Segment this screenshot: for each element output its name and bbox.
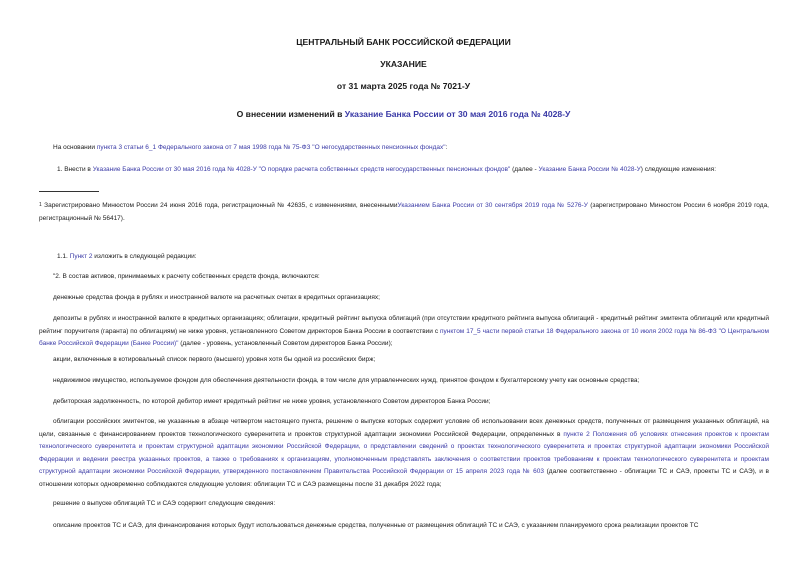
- p11-pre: 1.1.: [57, 253, 70, 260]
- footnote-pre: Зарегистрировано Минюстом России 24 июня 2016 года, регистрационный № 42635, с изменениями, внесенными: [41, 202, 398, 210]
- bonds-paragraph: [39, 416, 769, 492]
- description-paragraph: описание проектов ТС и САЭ, для финансирования которых будут использоваться денежные средства, полученные от размещения облигаций ТС и САЭ, с указанием планируемого срока реализации проектов ТС: [53, 522, 699, 529]
- basis-paragraph: [53, 142, 769, 155]
- subparagraph-1-1: [57, 251, 769, 264]
- quoted-item-2: "2. В состав активов, принимаемых к расчету собственных средств фонда, включаются:: [53, 273, 320, 280]
- bonds-link[interactable]: пункте 2 Положения об условиях отнесения проектов к проектам технологического суверенитета и проектам структурной адаптации экономики Российской Федерации, о представлении сведений о проектах технологического суверенитета и проектах структурной адаптации экономики Российской Федерации и ведении реестра указанных проектов, а также о требованиях к организациям, уполномоченным представлять заключения о соответствии проектов требованиям к проектам технологического суверенитета и проектам структурной адаптации экономики Российской Федерации, утвержденного постановлением Правительства Российской Федерации от 15 апреля 2023 года № 603: [39, 430, 769, 476]
- decision-paragraph: решение о выпуске облигаций ТС и САЭ содержит следующие сведения:: [53, 500, 276, 507]
- footnote: [39, 199, 769, 225]
- title-prefix: О внесении изменений в: [236, 109, 345, 119]
- header-doc-type: УКАЗАНИЕ: [380, 59, 427, 69]
- realty-paragraph: недвижимое имущество, используемое фондом для обеспечения деятельности фонда, в том числе для управленческих нужд, принятое фондом к бухгалтерскому учету как основные средства;: [53, 377, 640, 384]
- paragraph-1: [57, 164, 769, 177]
- money-paragraph: денежные средства фонда в рублях и иностранной валюте на расчетных счетах в кредитных организациях;: [53, 294, 380, 301]
- footnote-mark: 1: [39, 202, 42, 208]
- header-date-number: от 31 марта 2025 года № 7021-У: [336, 81, 471, 91]
- p1-pre: 1. Внести в: [57, 166, 93, 173]
- p11-link[interactable]: Пункт 2: [69, 253, 93, 260]
- p1-post: ) следующие изменения:: [640, 166, 716, 173]
- title-link[interactable]: Указание Банка России от 30 мая 2016 года № 4028-У: [344, 109, 571, 119]
- footnote-link[interactable]: Указанием Банка России от 30 сентября 2019 года № 5276-У: [397, 202, 588, 210]
- deposits-post: (далее - уровень, установленный Советом директоров Банка России);: [178, 340, 393, 348]
- p1-link-short[interactable]: Указание Банка России № 4028-У: [538, 166, 641, 173]
- bonds-post: (далее соответственно - облигации ТС и САЭ, проекты ТС и САЭ), и в отношении которых одновременно соблюдаются следующие условия: облигации ТС и САЭ размещены после 31 декабря 2022 года;: [39, 468, 770, 488]
- deposits-paragraph: [39, 313, 769, 351]
- footnote-separator: [39, 191, 99, 192]
- p11-post: изложить в следующей редакции:: [92, 253, 197, 260]
- p1-link-decree[interactable]: Указание Банка России от 30 мая 2016 года № 4028-У "О порядке расчета собственных средств негосударственных пенсионных фондов": [92, 166, 511, 173]
- p1-mid: (далее -: [510, 166, 539, 173]
- footnote-post: (зарегистрировано Минюстом России 6 ноября 2019 года, регистрационный № 56417).: [39, 202, 769, 222]
- debt-paragraph: дебиторская задолженность, по которой дебитор имеет кредитный рейтинг не ниже уровня, установленного Советом директоров Банка России;: [53, 398, 491, 405]
- header-org: ЦЕНТРАЛЬНЫЙ БАНК РОССИЙСКОЙ ФЕДЕРАЦИИ: [296, 37, 511, 47]
- basis-post: :: [445, 144, 448, 151]
- document-title: [0, 109, 807, 119]
- deposits-pre: депозиты в рублях и иностранной валюте в кредитных организациях; облигации, кредитный рейтинг выпуска облигаций (при отсутствии кредитного рейтинга выпуска облигаций - кредитный рейтинг эмитента облигаций или кредитный рейтинг поручителя (гаранта) по облигациям) не ниже уровня, установленного Советом директоров Банка России в соответствии с: [39, 315, 769, 335]
- basis-link[interactable]: пункта 3 статьи 6_1 Федерального закона от 7 мая 1998 года № 75-ФЗ "О негосударственных пенсионных фондах": [96, 144, 446, 151]
- basis-pre: На основании: [53, 144, 97, 151]
- bonds-pre: облигации российских эмитентов, не указанные в абзаце четвертом настоящего пункта, решение о выпуске которых содержит условие об использовании всех денежных средств, полученных от размещения указанных облигаций, на цели, связанные с финансированием проектов технологического суверенитета и проектов структурной адаптации экономики Российской Федерации, определенных в: [39, 418, 769, 438]
- shares-paragraph: акции, включенные в котировальный список первого (высшего) уровня хотя бы одной из российских бирж;: [53, 356, 376, 363]
- deposits-link[interactable]: пунктом 17_5 части первой статьи 18 Федерального закона от 10 июля 2002 года № 86-ФЗ "О Центральном банке Российской Федерации (Банке России)": [39, 327, 769, 348]
